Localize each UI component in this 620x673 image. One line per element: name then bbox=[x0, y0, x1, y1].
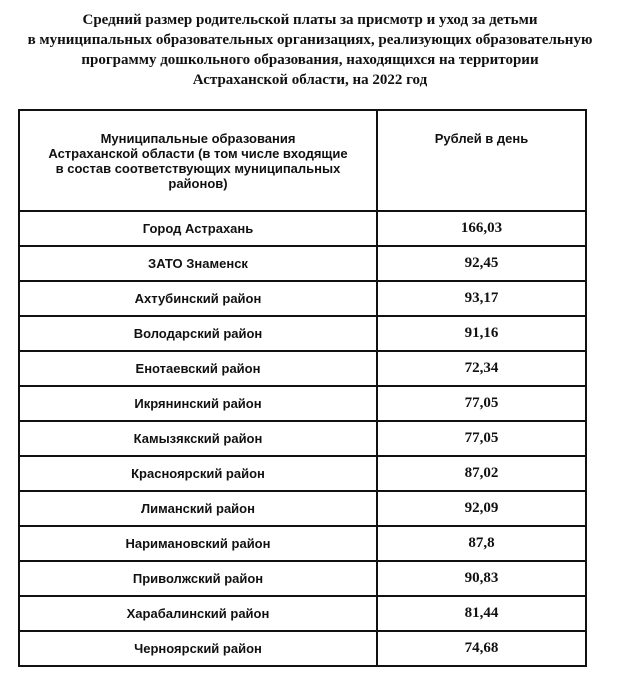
fee-value: 77,05 bbox=[377, 421, 586, 456]
table-row bbox=[19, 421, 586, 456]
fee-value: 81,44 bbox=[377, 596, 586, 631]
municipality-name: Икрянинский район bbox=[19, 386, 377, 421]
column-header-rubles-per-day: Рублей в день bbox=[377, 110, 586, 211]
municipality-name: Лиманский район bbox=[19, 491, 377, 526]
municipality-name: Енотаевский район bbox=[19, 351, 377, 386]
title-line: программу дошкольного образования, находящихся на территории bbox=[81, 52, 539, 68]
municipality-name: Красноярский район bbox=[19, 456, 377, 491]
header-line: в состав соответствующих муниципальных bbox=[55, 160, 341, 176]
table-row bbox=[19, 526, 586, 561]
fee-value: 72,34 bbox=[377, 351, 586, 386]
table-row bbox=[19, 631, 586, 666]
title-line: Средний размер родительской платы за присмотр и уход за детьми bbox=[82, 12, 538, 28]
document-title bbox=[0, 10, 620, 90]
municipality-name: Город Астрахань bbox=[19, 211, 377, 246]
table-row bbox=[19, 456, 586, 491]
header-line: Муниципальные образования bbox=[100, 130, 296, 146]
table-row bbox=[19, 246, 586, 281]
fee-value: 91,16 bbox=[377, 316, 586, 351]
table-body bbox=[19, 211, 586, 666]
header-line: Астраханской области (в том числе входящие bbox=[48, 145, 348, 161]
municipality-name: Приволжский район bbox=[19, 561, 377, 596]
municipality-name: Володарский район bbox=[19, 316, 377, 351]
table-row bbox=[19, 281, 586, 316]
municipality-name: Наримановский район bbox=[19, 526, 377, 561]
municipality-name: ЗАТО Знаменск bbox=[19, 246, 377, 281]
fee-table bbox=[18, 109, 587, 667]
municipality-name: Черноярский район bbox=[19, 631, 377, 666]
municipality-name: Ахтубинский район bbox=[19, 281, 377, 316]
municipality-name: Камызякский район bbox=[19, 421, 377, 456]
table-row bbox=[19, 491, 586, 526]
fee-value: 90,83 bbox=[377, 561, 586, 596]
table-row bbox=[19, 596, 586, 631]
table-row bbox=[19, 211, 586, 246]
table-row bbox=[19, 561, 586, 596]
table-row bbox=[19, 351, 586, 386]
table-header-row bbox=[19, 110, 586, 211]
header-line: районов) bbox=[168, 175, 228, 191]
table-row bbox=[19, 316, 586, 351]
fee-value: 77,05 bbox=[377, 386, 586, 421]
column-header-municipality bbox=[19, 110, 377, 211]
fee-value: 87,8 bbox=[377, 526, 586, 561]
fee-value: 93,17 bbox=[377, 281, 586, 316]
fee-value: 74,68 bbox=[377, 631, 586, 666]
fee-value: 87,02 bbox=[377, 456, 586, 491]
title-line: Астраханской области, на 2022 год bbox=[192, 72, 428, 88]
fee-value: 92,45 bbox=[377, 246, 586, 281]
table-row bbox=[19, 386, 586, 421]
title-line: в муниципальных образовательных организациях, реализующих образовательную bbox=[27, 32, 593, 48]
fee-value: 92,09 bbox=[377, 491, 586, 526]
fee-value: 166,03 bbox=[377, 211, 586, 246]
municipality-name: Харабалинский район bbox=[19, 596, 377, 631]
